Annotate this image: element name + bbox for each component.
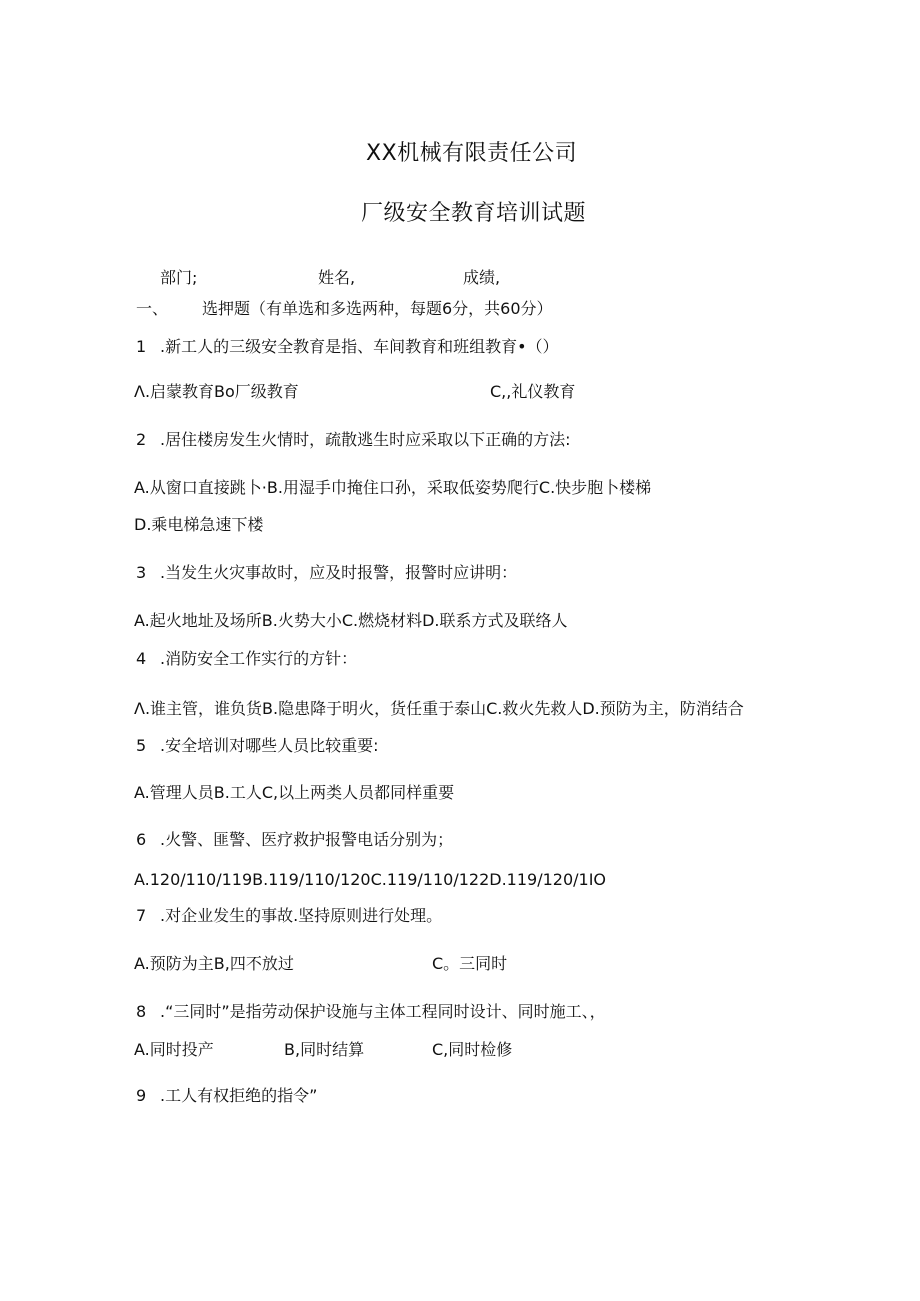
section-heading: 选押题（有单选和多选两种，每题6分，共60分） <box>202 299 553 318</box>
option: A.从窗口直接跳卜·B.用湿手巾掩住口孙，采取低姿势爬行C.快步胞卜楼梯 <box>134 478 652 497</box>
option: A.预防为主B,四不放过 <box>134 954 294 973</box>
department-label: 部门; <box>160 268 198 287</box>
question-3 <box>136 563 517 583</box>
question-text: .当发生火灾事故时，应及时报警，报警时应讲明： <box>160 563 518 582</box>
question-7 <box>136 906 442 926</box>
question-number: 7 <box>136 906 147 925</box>
question-text: .工人有权拒绝的指令” <box>160 1086 318 1105</box>
option: Λ.谁主管，谁负货B.隐患降于明火，货任重于泰山C.救火先救人D.预防为主，防消结合 <box>134 699 744 718</box>
question-text: .“三同时”是指劳动保护设施与主体工程同时设计、同时施工、， <box>160 1002 606 1021</box>
question-number: 9 <box>136 1086 147 1105</box>
question-text: .居住楼房发生火情时，疏散逃生时应采取以下正确的方法: <box>160 430 571 449</box>
question-5 <box>136 736 378 756</box>
question-1 <box>136 337 559 357</box>
question-number: 4 <box>136 649 147 668</box>
option: B,同时结算 <box>284 1040 365 1059</box>
question-number: 6 <box>136 830 147 849</box>
question-text: .对企业发生的事故.坚持原则进行处理。 <box>160 906 443 925</box>
name-label: 姓名, <box>318 268 356 287</box>
question-number: 5 <box>136 736 147 755</box>
option: A.起火地址及场所B.火势大小C.燃烧材料D.联系方式及联络人 <box>134 611 568 630</box>
question-2 <box>136 430 570 450</box>
question-number: 2 <box>136 430 147 449</box>
option: A.管理人员B.工人C,以上两类人员都同样重要 <box>134 783 455 802</box>
option: C。三同时 <box>432 954 508 973</box>
question-number: 8 <box>136 1002 147 1021</box>
company-title: XX机械有限责任公司 <box>366 141 578 166</box>
section-number: 一、 <box>136 299 169 318</box>
question-9 <box>136 1086 317 1106</box>
question-text: .安全培训对哪些人员比较重要: <box>160 736 379 755</box>
option: D.乘电梯急速下楼 <box>134 515 264 534</box>
question-4 <box>136 649 357 669</box>
exam-title: 厂级安全教育培训试题 <box>361 201 587 226</box>
score-label: 成绩, <box>463 268 501 287</box>
option: C,同时检修 <box>432 1040 513 1059</box>
question-number: 1 <box>136 337 147 356</box>
option: Λ.启蒙教育Bo厂级教育 <box>134 382 299 401</box>
question-text: .新工人的三级安全教育是指、车间教育和班组教育•（） <box>160 337 559 356</box>
option: A.120/110/119B.119/110/120C.119/110/122D.119/120/1IO <box>134 870 607 889</box>
option: A.同时投产 <box>134 1040 214 1059</box>
question-text: .火警、匪警、医疗救护报警电话分别为； <box>160 830 454 849</box>
question-8 <box>136 1002 606 1022</box>
question-text: .消防安全工作实行的方针： <box>160 649 358 668</box>
option: C,,礼仪教育 <box>490 382 576 401</box>
question-6 <box>136 830 453 850</box>
question-number: 3 <box>136 563 147 582</box>
